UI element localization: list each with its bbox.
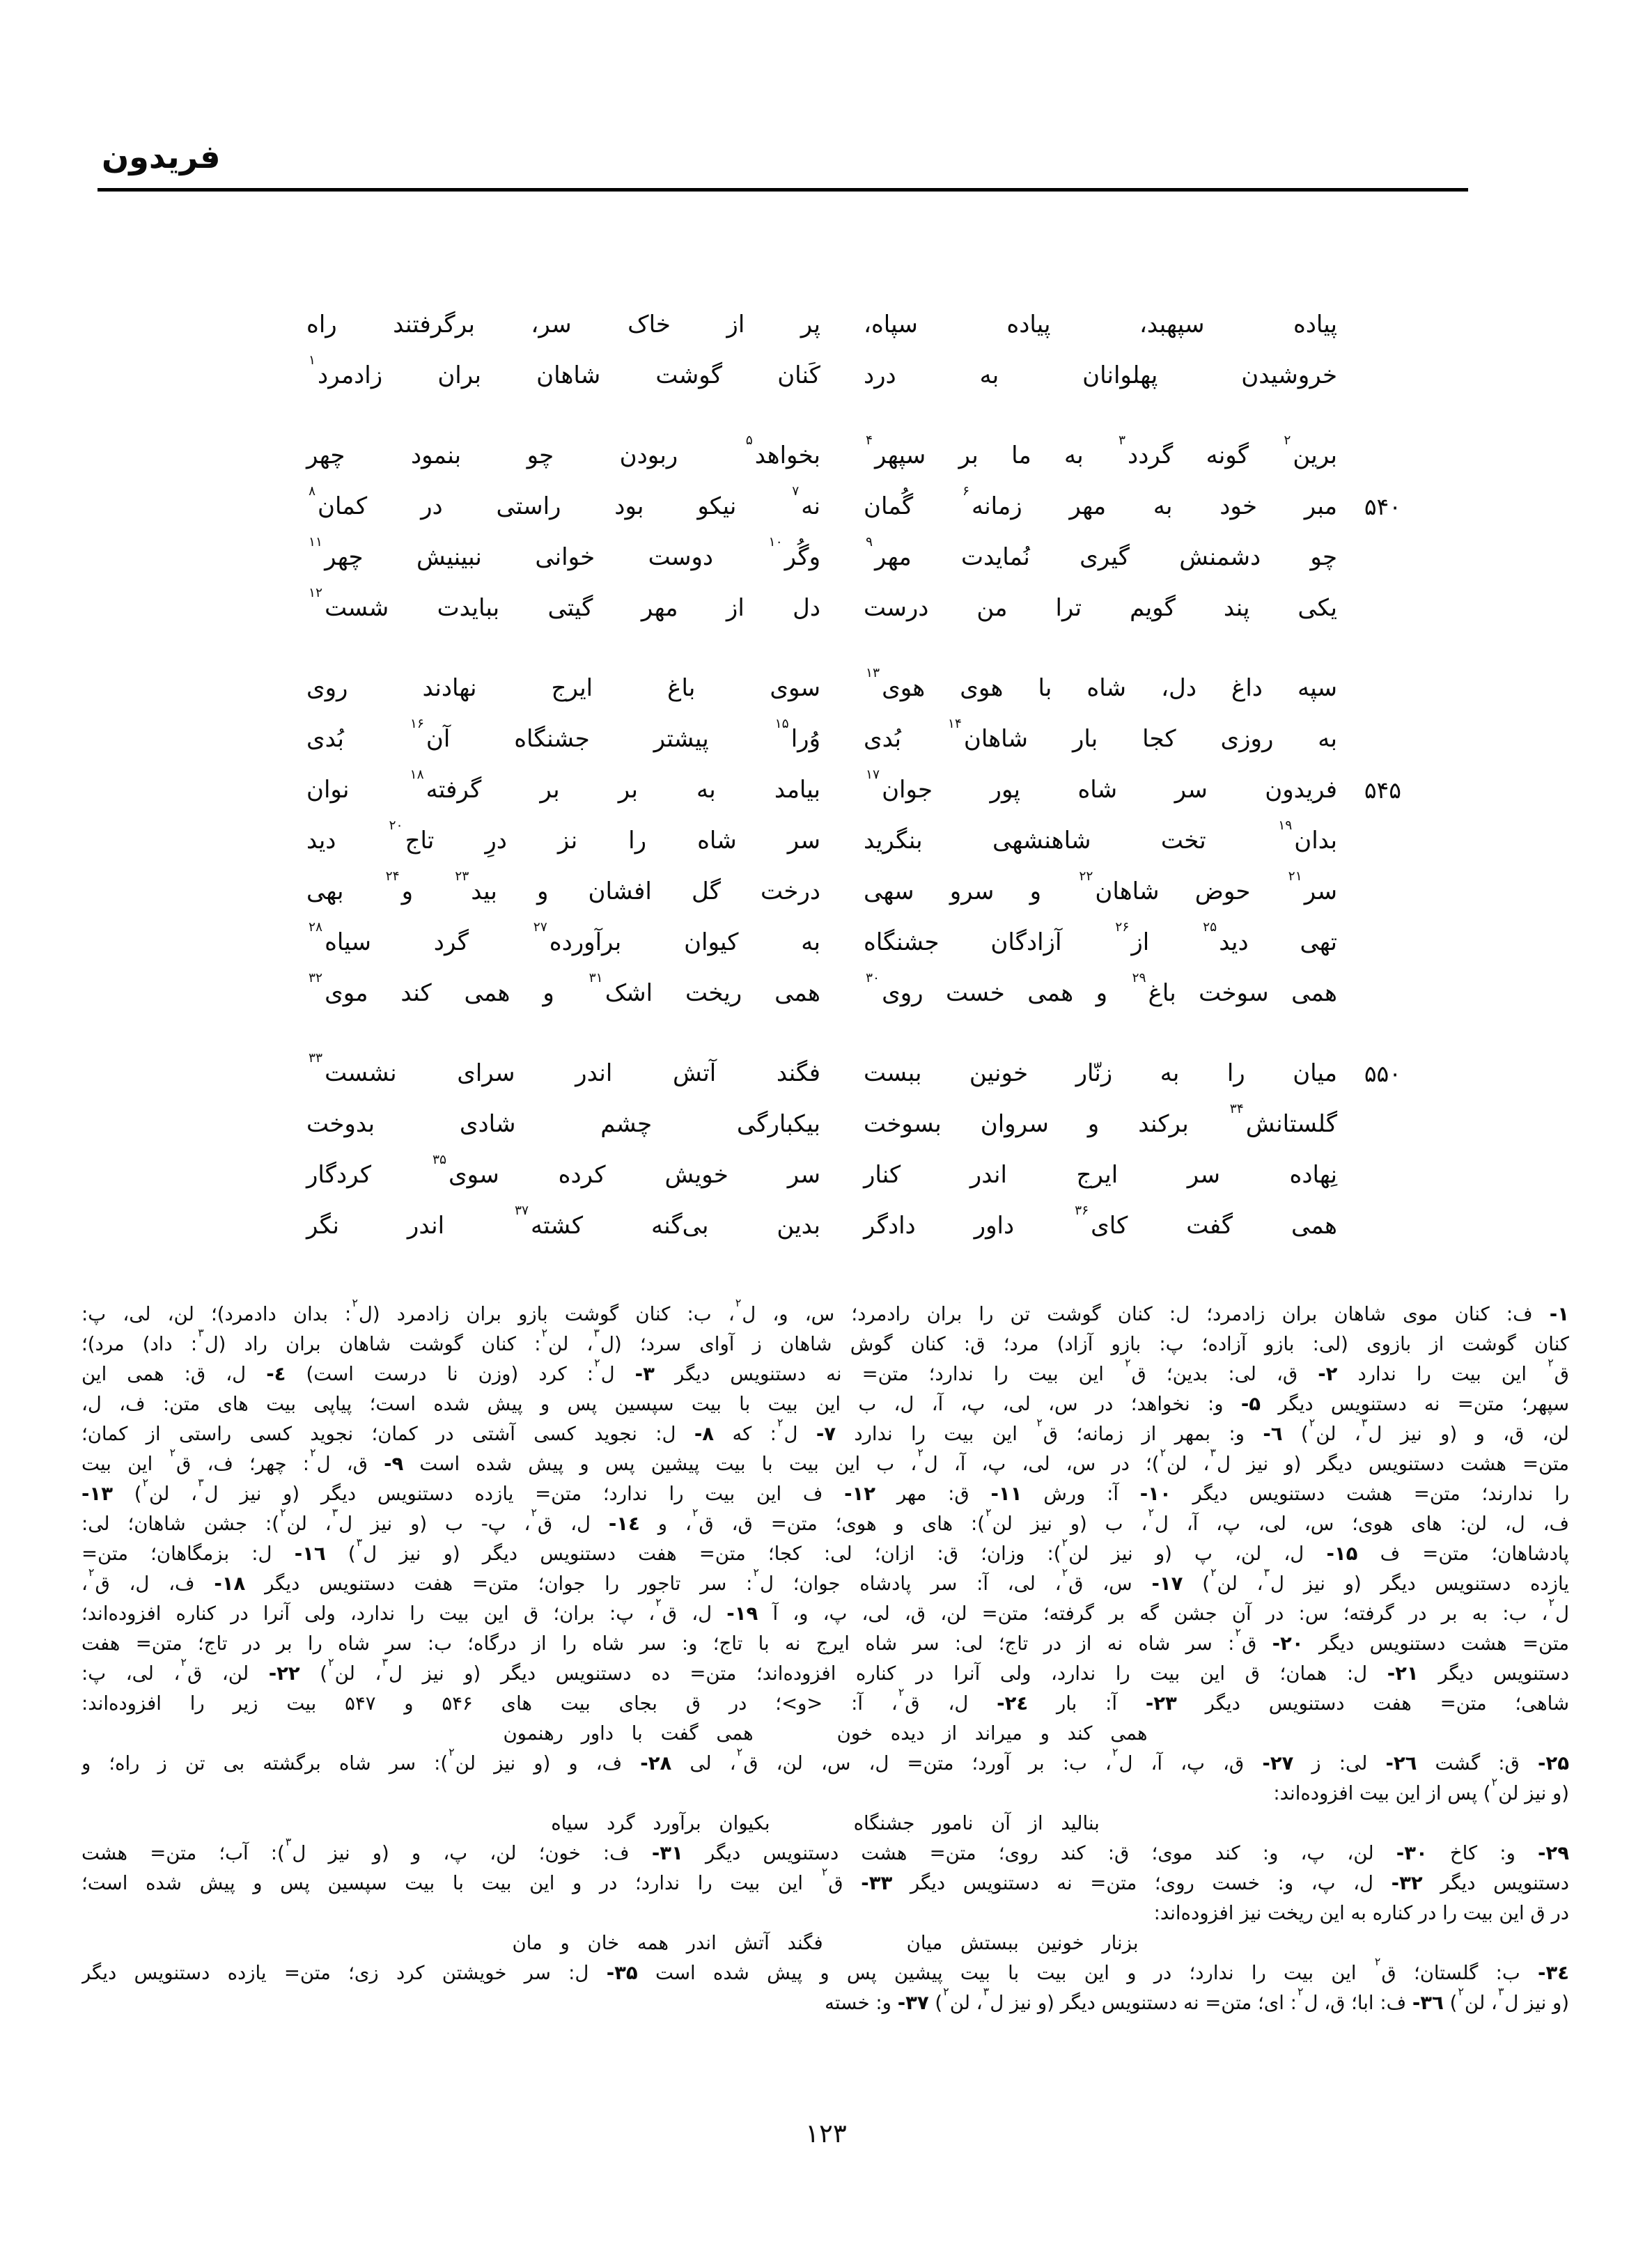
- apparatus-line: پادشاهان؛ متن= ف ۱۵- ل، لن، پ (و نیز لن$^۲$): وزان؛ ق: ازان؛ لی: کجا؛ متن= هفت دستنویس دیگر (و نیز ل$^۳$) ۱٦- ل: بزمگاهان؛ متن=: [81, 1539, 1569, 1565]
- couplet: [306, 1201, 1401, 1251]
- apparatus-inline-verse: [81, 1719, 1569, 1749]
- couplet: [306, 816, 1401, 866]
- hemistich-right: همی سوخت باغ$^{۲۹}$ و همی خست روی$^{۳۰}$: [866, 971, 1337, 1007]
- hemistich-left: بیکبارگی چشم شادی بدوخت: [306, 1109, 820, 1138]
- hemistich-right: سپه داغ دل، شاه با هوی هوی$^{۱۳}$: [866, 666, 1337, 702]
- apparatus-verse-hemistich-right: بزنار خونین ببستش میان: [906, 1932, 1139, 1954]
- hemistich-left: همی ریخت اشک$^{۳۱}$ و همی کند موی$^{۳۲}$: [309, 971, 820, 1007]
- running-head-chapter-title: فریدون: [102, 138, 221, 176]
- hemistich-left: به کیوان برآورده$^{۲۷}$ گرد سیاه$^{۲۸}$: [309, 920, 820, 956]
- apparatus-line: دستنویس دیگر ۲۱- ل: همان؛ ق این بیت را ندارد، ولی آنرا در کناره افزوده‌اند؛ متن= ده دستنویس دیگر (و نیز ل$^۳$، لن$^۲$) ۲۲- لن، ق$^۲$، لی، پ:: [81, 1659, 1569, 1685]
- couplet: [306, 430, 1401, 481]
- apparatus-line: لن، ق، و (و نیز ل$^۳$، لن$^۲$) ٦- و: بمهر از زمانه؛ ق$^۲$ این بیت را ندارد ۷- ل$^۲$: که ۸- ل: نجوید کسی آشتی در کمان؛ نجوید کسی راستی از کمان؛: [81, 1419, 1569, 1445]
- apparatus-line: ۲۹- و: کاخ ۳۰- لن، پ، و: کند موی؛ ق: کند روی؛ متن= هشت دستنویس دیگر ۳۱- ف: خون؛ لن، پ، و (و نیز ل$^۳$): آب؛ متن= هشت: [81, 1839, 1569, 1864]
- hemistich-left: سوی باغ ایرج نهادند روی: [306, 673, 820, 702]
- hemistich-right: گلستانش$^{۳۴}$ برکند و سروان بسوخت: [864, 1102, 1337, 1138]
- hemistich-right: خروشیدن پهلوانان به درد: [864, 361, 1337, 389]
- hemistich-left: بخواهد$^۵$ ربودن چو بنمود چهر: [306, 433, 820, 469]
- couplet: [306, 714, 1401, 765]
- couplet: [306, 299, 1401, 350]
- apparatus-line: متن= هشت دستنویس دیگر ۲۰- ق$^۲$: سر شاه نه از در تاج؛ لی: سر شاه ایرج نه با تاج؛ و: سر شاه را از درگاه؛ ب: سر شاه را بر در تاج؛ متن= هفت: [81, 1629, 1569, 1655]
- apparatus-line: یازده دستنویس دیگر (و نیز ل$^۳$، لن$^۲$) ۱۷- س، ق$^۲$، لی، آ: سر پادشاه جوان؛ ل$^۲$: سر تاجور را جوان؛ متن= هفت دستنویس دیگر ۱۸- ف، ل، ق$^۲$،: [81, 1569, 1569, 1595]
- couplet: [306, 1099, 1401, 1150]
- apparatus-verse-hemistich-left: بکیوان برآورد گرد سیاه: [551, 1812, 770, 1834]
- hemistich-right: سر$^{۲۱}$ حوض شاهان$^{۲۲}$ و سرو سهی: [864, 869, 1337, 905]
- verse-number: ۵۴۰: [1364, 493, 1401, 520]
- apparatus-verse-hemistich-right: همی کند و میراند از دیده خون: [836, 1722, 1148, 1745]
- couplet: [306, 968, 1401, 1019]
- hemistich-right: بدان$^{۱۹}$ تخت شاهنشهی بنگرید: [864, 818, 1337, 855]
- hemistich-right: همی گفت کای$^{۳۶}$ داور دادگر: [864, 1203, 1337, 1240]
- hemistich-right: به روزی کجا بار شاهان$^{۱۴}$ بُدی: [864, 717, 1337, 753]
- apparatus-line: در ق این بیت را در کناره به این ریخت نیز افزوده‌اند:: [1153, 1902, 1569, 1924]
- hemistich-left: کَنان گوشت شاهان بران زادمرد$^۱$: [309, 353, 820, 389]
- hemistich-left: بدین بی‌گنه کشته$^{۳۷}$ اندر نگر: [306, 1203, 820, 1240]
- couplet: [306, 481, 1401, 532]
- hemistich-right: مبر خود به مهر زمانه$^۶$ گُمان: [864, 484, 1337, 520]
- page-number: ۱۲۳: [805, 2119, 847, 2148]
- hemistich-right: برین$^۲$ گونه گردد$^۳$ به ما بر سپهر$^۴$: [866, 433, 1337, 469]
- hemistich-right: یکی پند گویم ترا من درست: [864, 593, 1337, 622]
- apparatus-line: شاهی؛ متن= هفت دستنویس دیگر ۲۳- آ: بار ۲٤- ل، ق$^۲$، آ: <و>؛ در ق بجای بیت های ۵۴۶ و ۵۴۷ بیت زیر را افزوده‌اند:: [81, 1689, 1569, 1715]
- hemistich-right: تهی دید$^{۲۵}$ از$^{۲۶}$ آزادگان جشنگاه: [864, 920, 1337, 956]
- hemistich-left: دل از مهر گیتی ببایدت شست$^{۱۲}$: [309, 586, 820, 622]
- apparatus-line: ل$^۲$، ب: به بر در گرفته؛ س: در آن جشن گه بر گرفته؛ متن= لن، ق، لی، پ، و، آ ۱۹- ل، ق$^۲$، پ: بران؛ ق این بیت را ندارد، ولی آنرا در کناره افزوده‌اند؛: [81, 1599, 1569, 1625]
- apparatus-verse-hemistich-left: فگند آتش اندر همه خان و مان: [512, 1932, 823, 1954]
- apparatus-line: دستنویس دیگر ۳۲- ل، پ، و: خست روی؛ متن= نه دستنویس دیگر ۳۳- ق$^۲$ این بیت را ندارد؛ در و این بیت با بیت سپسین پس و پیش شده است؛: [81, 1869, 1569, 1894]
- stanza: [306, 663, 1401, 1019]
- apparatus-line: متن= هشت دستنویس دیگر (و نیز ل$^۳$، لن$^۲$)؛ در س، لی، پ، آ، ل$^۲$، ب این بیت با بیت پیشین پس و پیش شده است ۹- ق، ل$^۲$: چهر؛ ف، ق$^۲$ این بیت: [81, 1449, 1569, 1475]
- couplet: [306, 583, 1401, 634]
- hemistich-left: نه$^۷$ نیکو بود راستی در کمان$^۸$: [309, 484, 820, 520]
- apparatus-line: ۲۵- ق: گشت ۲٦- لی: ز ۲۷- ق، پ، آ، ل$^۲$، ب: بر آورد؛ متن= ل، س، لن، ق$^۲$، لی ۲۸- ف، و (و نیز لن$^۲$): سر شاه برگشته بی تن ز راه؛ و: [81, 1749, 1569, 1774]
- hemistich-left: وُرا$^{۱۵}$ پیشتر جشنگاه آن$^{۱۶}$ بُدی: [306, 717, 821, 753]
- couplet: [306, 1150, 1401, 1201]
- hemistich-right: نِهاده سر ایرج اندر کنار: [864, 1160, 1337, 1189]
- critical-apparatus: [81, 1300, 1569, 2018]
- apparatus-inline-verse: [81, 1809, 1569, 1839]
- verse-number: ۵۴۵: [1364, 777, 1401, 804]
- couplet: [306, 765, 1401, 816]
- verse-number: ۵۵۰: [1364, 1060, 1401, 1087]
- hemistich-right: فریدون سر شاه پور جوان$^{۱۷}$: [866, 767, 1337, 804]
- hemistich-left: وگُر$^{۱۰}$ دوست خوانی نبینیش چهر$^{۱۱}$: [309, 535, 820, 571]
- couplet: [306, 350, 1401, 401]
- hemistich-right: چو دشمنش گیری نُمایدت مهر$^۹$: [866, 535, 1337, 571]
- apparatus-line: (و نیز ل$^۳$، لن$^۲$) ۳٦- ف: ابا؛ ق، ل$^۲$: ای؛ متن= نه دستنویس دیگر (و نیز ل$^۳$، لن$^۲$) ۳۷- و: خسته: [825, 1988, 1569, 2014]
- apparatus-line: ۱- ف: کنان موی شاهان بران زادمرد؛ ل: کنان گوشت تن را بران رادمرد؛ س، و، ل$^۲$، ب: کنان گوشت بازو بران زادمرد (ل$^۲$: بدان دادمرد)؛ لن، لی، پ:: [81, 1300, 1569, 1325]
- apparatus-line: را ندارند؛ متن= هشت دستنویس دیگر ۱۰- آ: ورش ۱۱- ق: مهر ۱۲- ف این بیت را ندارد؛ متن= یازده دستنویس دیگر (و نیز ل$^۳$، لن$^۲$) ۱۳-: [81, 1479, 1569, 1505]
- apparatus-line: ۳٤- ب: گلستان؛ ق$^۲$ این بیت را ندارد؛ در و این بیت با بیت پیشین پس و پیش شده است ۳۵- ل: سر خویشتن کرد زی؛ متن= یازده دستنویس دیگر: [81, 1958, 1569, 1984]
- apparatus-line: سپهر؛ متن= نه دستنویس دیگر ۵- و: نخواهد؛ در س، لی، پ، آ، ل، ب این بیت با بیت سپسین پس و پیش شده است؛ پیاپی بیت های متن: ف، ل،: [81, 1393, 1569, 1415]
- couplet: [306, 866, 1401, 917]
- header-rule: [98, 188, 1468, 192]
- stanza: [306, 1048, 1401, 1251]
- hemistich-left: فگند آتش اندر سرای نشست$^{۳۳}$: [309, 1051, 820, 1087]
- hemistich-left: بیامد به بر بر گرفته$^{۱۸}$ نوان: [306, 767, 820, 804]
- couplet: [306, 663, 1401, 714]
- couplet: [306, 532, 1401, 583]
- hemistich-left: سر خویش کرده سوی$^{۳۵}$ کردگار: [306, 1153, 820, 1189]
- apparatus-line: ق$^۲$ این بیت را ندارد ۲- ق، لی: بدین؛ ق$^۲$ این بیت را ندارد؛ متن= نه دستنویس دیگر ۳- ل$^۲$: کرد (وزن نا درست است) ٤- ل، ق: همی این: [81, 1359, 1569, 1385]
- stanza: [306, 299, 1401, 401]
- apparatus-verse-hemistich-left: همی گفت با داور رهنمون: [503, 1722, 754, 1745]
- apparatus-verse-hemistich-right: بنالید از آن نامور جشنگاه: [853, 1812, 1100, 1834]
- hemistich-right: پیاده سپهبد، پیاده سپاه،: [864, 310, 1337, 338]
- apparatus-line: (و نیز لن$^۲$) پس از این بیت افزوده‌اند:: [1273, 1779, 1569, 1804]
- apparatus-line: کنان گوشت از بازوی (لی: بازو آزاده؛ پ: بازو آزاد) مرد؛ ق: کنان گوش شاهان ز آوای سرد؛ (ل$^۳$، لن$^۲$: کنان گوشت شاهان بران راد (ل$^۳$: داد) مرد)؛: [81, 1329, 1569, 1355]
- couplet: [306, 917, 1401, 968]
- hemistich-left: پر از خاک سر، برگرفتند راه: [306, 310, 820, 338]
- hemistich-left: درخت گل افشان و بید$^{۲۳}$ و$^{۲۴}$ بهی: [306, 869, 821, 905]
- apparatus-inline-verse: [81, 1928, 1569, 1958]
- couplet: [306, 1048, 1401, 1099]
- poem-text-block: [306, 299, 1401, 1281]
- apparatus-line: ف، ل، لن: های هوی؛ س، لی، پ، آ، ل$^۲$، ب (و نیز لن$^۲$): های و هوی؛ متن= ق، ق$^۲$، و ۱٤- ل، ق$^۲$، پ- ب (و نیز ل$^۳$، لن$^۲$): جشن شاهان؛ لی:: [81, 1509, 1569, 1535]
- hemistich-right: میان را به زنّار خونین ببست: [864, 1059, 1337, 1087]
- stanza: [306, 430, 1401, 634]
- hemistich-left: سر شاه را نز درِ تاج$^{۲۰}$ دید: [306, 818, 820, 855]
